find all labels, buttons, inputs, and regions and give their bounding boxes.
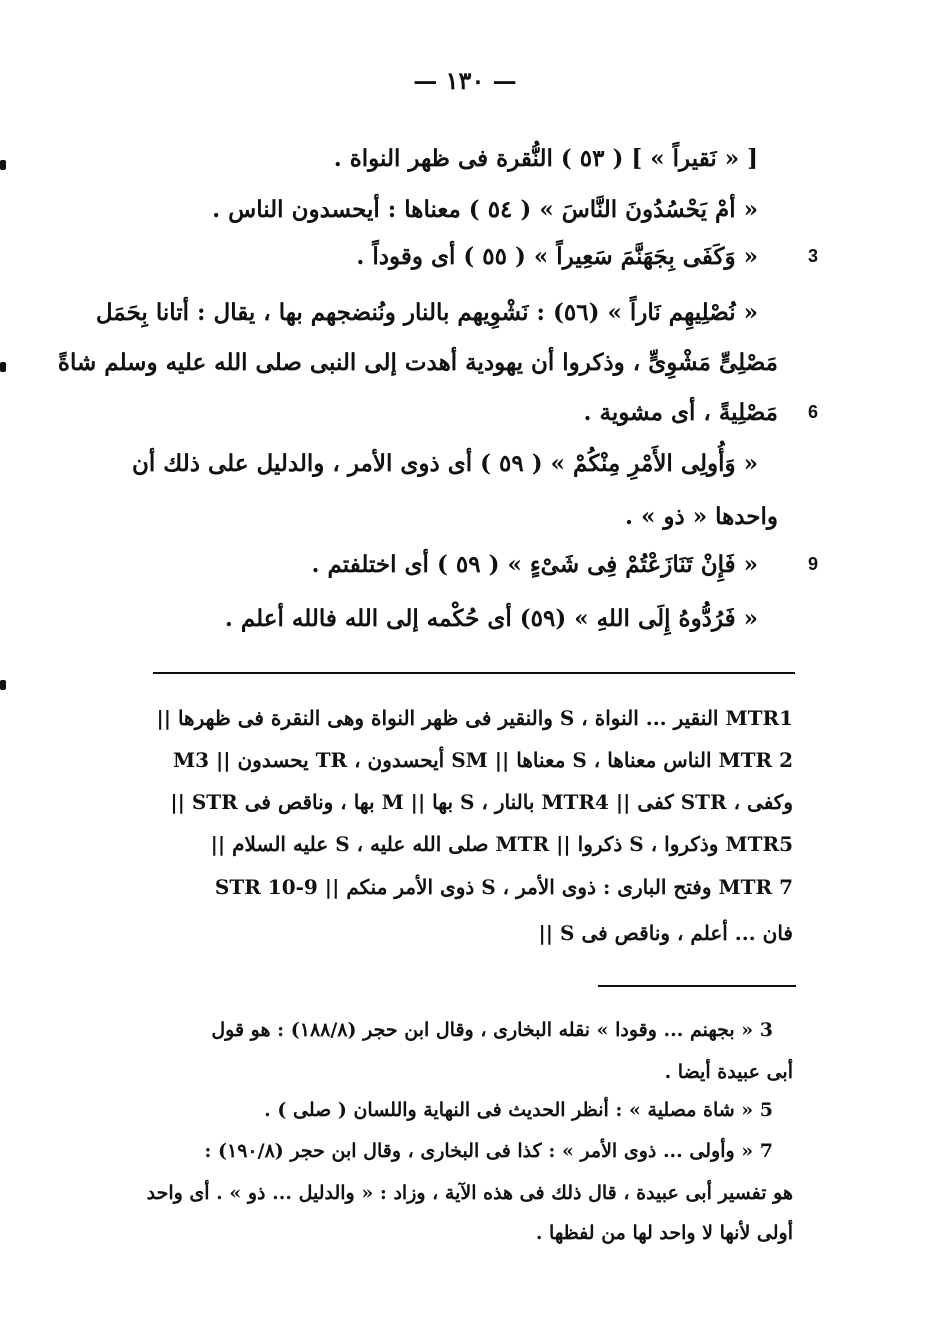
apparatus-line: MTR 2 الناس معناها ، S معناها || SM أيحسدون ، TR يحسدون || M3: [172, 748, 793, 772]
apparatus-separator: [153, 672, 795, 674]
note-line: هو تفسير أبى عبيدة ، قال ذلك فى هذه الآية ، وزاد : « والدليل ... ذو » . أى واحد: [146, 1182, 793, 1204]
main-line: « فَرُدُّوهُ إِلَى اللهِ » (٥٩) أى حُكْمه إلى الله فالله أعلم .: [224, 605, 758, 632]
main-line: « وَأُولِى الأَمْرِ مِنْكُمْ » ( ٥٩ ) أى ذوى الأمر ، والدليل على ذلك أن: [132, 450, 758, 477]
apparatus-line: MTR1 النقير ... النواة ، S والنقير فى ظهر النواة وهى النقرة فى ظهرها ||: [156, 706, 793, 730]
scan-edge-mark: [0, 160, 6, 170]
main-line: واحدها « ذو » .: [624, 503, 778, 530]
note-line: أبى عبيدة أيضا .: [664, 1061, 793, 1083]
main-line: مَصْلِىٍّ مَشْوِىٍّ ، وذكروا أن يهودية أهدت إلى النبى صلى الله عليه وسلم شاةً: [57, 349, 778, 376]
note-line: 5 « شاة مصلية » : أنظر الحديث فى النهاية واللسان ( صلى ) .: [264, 1099, 773, 1121]
line-number: 6: [808, 402, 819, 422]
note-line: 3 « بجهنم ... وقودا » نقله البخارى ، وقال ابن حجر (١٨٨/٨) : هو قول: [211, 1019, 773, 1041]
main-line: « وَكَفَى بِجَهَنَّمَ سَعِيراً » ( ٥٥ ) أى وقوداً .: [356, 243, 758, 270]
notes-separator: [598, 985, 796, 987]
line-number: 9: [808, 554, 819, 574]
note-line: أولى لأنها لا واحد لها من لفظها .: [535, 1222, 793, 1244]
line-number: 3: [808, 246, 819, 266]
page-number: — ١٣٠ —: [413, 66, 517, 95]
note-line: 7 « وأولى ... ذوى الأمر » : كذا فى البخارى ، وقال ابن حجر (١٩٠/٨) :: [204, 1140, 773, 1162]
apparatus-line: MTR 7 وفتح البارى : ذوى الأمر ، S ذوى الأمر منكم || STR 10-9: [214, 875, 793, 899]
scan-edge-mark: [0, 680, 6, 690]
main-line: [ « نَقيراً » ] ( ٥٣ ) النُّقرة فى ظهر النواة .: [333, 145, 758, 172]
apparatus-line: فان ... أعلم ، وناقص فى S ||: [538, 921, 793, 945]
main-line: « فَإِنْ تَنَازَعْتُمْ فِى شَىْءٍ » ( ٥٩ ) أى اختلفتم .: [311, 551, 758, 578]
apparatus-line: MTR5 وذكروا ، S ذكروا || MTR صلى الله عليه ، S عليه السلام ||: [210, 832, 793, 856]
main-line: « أمْ يَحْسُدُونَ النَّاسَ » ( ٥٤ ) معناها : أيحسدون الناس .: [212, 196, 758, 223]
main-line: مَصْلِيةً ، أى مشوية .: [583, 399, 778, 426]
main-line: « نُصْلِيهِم نَاراً » (٥٦) : نَشْوِيهم بالنار ونُنضجهم بها ، يقال : أتانا بِحَمَل: [95, 299, 758, 326]
apparatus-line: وكفى ، STR كفى || MTR4 بالنار ، S بها || M بها ، وناقص فى STR ||: [170, 790, 793, 814]
scan-edge-mark: [0, 362, 6, 372]
